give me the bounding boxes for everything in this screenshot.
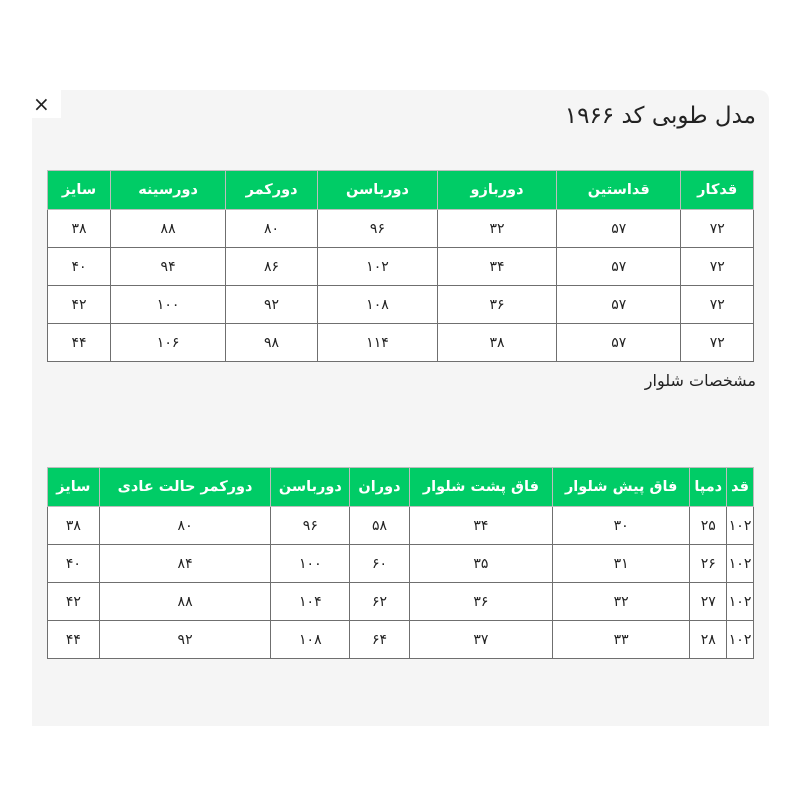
table-cell: ۱۰۸ bbox=[317, 286, 437, 324]
table-cell: ۱۰۲ bbox=[727, 545, 754, 583]
pants-specs-heading: مشخصات شلوار bbox=[644, 371, 756, 390]
table-cell: ۷۲ bbox=[681, 248, 754, 286]
table-cell: ۹۲ bbox=[99, 621, 271, 659]
table-cell: ۸۶ bbox=[226, 248, 318, 286]
table-cell: ۱۰۶ bbox=[111, 324, 226, 362]
close-icon[interactable]: × bbox=[32, 90, 61, 118]
table-cell: ۳۰ bbox=[553, 507, 690, 545]
table-cell: ۳۳ bbox=[553, 621, 690, 659]
table-cell: ۴۲ bbox=[48, 286, 111, 324]
table-cell: ۶۲ bbox=[350, 583, 410, 621]
table-cell: ۳۱ bbox=[553, 545, 690, 583]
table-cell: ۹۴ bbox=[111, 248, 226, 286]
table-cell: ۱۰۲ bbox=[727, 621, 754, 659]
table-cell: ۵۷ bbox=[557, 210, 681, 248]
table-cell: ۵۷ bbox=[557, 286, 681, 324]
table-cell: ۸۴ bbox=[99, 545, 271, 583]
header-cell: دوران bbox=[350, 468, 410, 507]
table-cell: ۲۶ bbox=[690, 545, 727, 583]
table-cell: ۲۸ bbox=[690, 621, 727, 659]
table-row bbox=[48, 545, 754, 583]
table-cell: ۴۰ bbox=[48, 248, 111, 286]
table-cell: ۳۷ bbox=[409, 621, 552, 659]
table-cell: ۷۲ bbox=[681, 210, 754, 248]
table-cell: ۵۸ bbox=[350, 507, 410, 545]
header-cell: فاق پشت شلوار bbox=[409, 468, 552, 507]
table-cell: ۹۶ bbox=[271, 507, 350, 545]
table-cell: ۳۸ bbox=[48, 507, 100, 545]
table-cell: ۳۲ bbox=[553, 583, 690, 621]
table-cell: ۱۰۰ bbox=[111, 286, 226, 324]
table-cell: ۲۵ bbox=[690, 507, 727, 545]
table-cell: ۱۰۲ bbox=[727, 507, 754, 545]
header-cell: دورسینه bbox=[111, 171, 226, 210]
table-cell: ۷۲ bbox=[681, 286, 754, 324]
header-cell: دورباسن bbox=[317, 171, 437, 210]
table-cell: ۳۸ bbox=[48, 210, 111, 248]
table-row bbox=[48, 621, 754, 659]
table-cell: ۳۶ bbox=[437, 286, 556, 324]
header-cell: قد bbox=[727, 468, 754, 507]
table-cell: ۴۴ bbox=[48, 324, 111, 362]
table-cell: ۴۲ bbox=[48, 583, 100, 621]
header-cell: دمپا bbox=[690, 468, 727, 507]
table-cell: ۳۶ bbox=[409, 583, 552, 621]
table-cell: ۵۷ bbox=[557, 248, 681, 286]
table-cell: ۱۰۲ bbox=[727, 583, 754, 621]
modal-title: مدل طوبی کد ۱۹۶۶ bbox=[564, 103, 756, 129]
table-cell: ۹۸ bbox=[226, 324, 318, 362]
header-cell: سایز bbox=[48, 171, 111, 210]
table-cell: ۴۴ bbox=[48, 621, 100, 659]
table-header-row bbox=[48, 171, 754, 210]
table-cell: ۷۲ bbox=[681, 324, 754, 362]
table-cell: ۳۴ bbox=[409, 507, 552, 545]
table-cell: ۳۴ bbox=[437, 248, 556, 286]
table-cell: ۵۷ bbox=[557, 324, 681, 362]
table-cell: ۱۰۲ bbox=[317, 248, 437, 286]
table-cell: ۶۴ bbox=[350, 621, 410, 659]
table-cell: ۸۰ bbox=[226, 210, 318, 248]
header-cell: دورکمر bbox=[226, 171, 318, 210]
header-cell: سایز bbox=[48, 468, 100, 507]
table-cell: ۴۰ bbox=[48, 545, 100, 583]
table-cell: ۱۰۰ bbox=[271, 545, 350, 583]
table-cell: ۸۸ bbox=[111, 210, 226, 248]
table-cell: ۹۶ bbox=[317, 210, 437, 248]
header-cell: دورباسن bbox=[271, 468, 350, 507]
table-row bbox=[48, 583, 754, 621]
header-cell: قدکار bbox=[681, 171, 754, 210]
table-cell: ۶۰ bbox=[350, 545, 410, 583]
table-cell: ۳۵ bbox=[409, 545, 552, 583]
table-row bbox=[48, 507, 754, 545]
pants-size-table bbox=[47, 467, 754, 659]
table-cell: ۸۰ bbox=[99, 507, 271, 545]
header-cell: دورکمر حالت عادی bbox=[99, 468, 271, 507]
table-cell: ۸۸ bbox=[99, 583, 271, 621]
table-row bbox=[48, 248, 754, 286]
header-cell: دورباز‌و bbox=[437, 171, 556, 210]
top-size-table bbox=[47, 170, 754, 362]
table-cell: ۱۰۸ bbox=[271, 621, 350, 659]
table-row bbox=[48, 210, 754, 248]
table-cell: ۳۲ bbox=[437, 210, 556, 248]
header-cell: قداستین bbox=[557, 171, 681, 210]
table-row bbox=[48, 324, 754, 362]
table-cell: ۱۱۴ bbox=[317, 324, 437, 362]
table-cell: ۲۷ bbox=[690, 583, 727, 621]
table-cell: ۱۰۴ bbox=[271, 583, 350, 621]
header-cell: فاق پیش شلوار bbox=[553, 468, 690, 507]
table-header-row bbox=[48, 468, 754, 507]
table-cell: ۹۲ bbox=[226, 286, 318, 324]
table-cell: ۳۸ bbox=[437, 324, 556, 362]
table-row bbox=[48, 286, 754, 324]
